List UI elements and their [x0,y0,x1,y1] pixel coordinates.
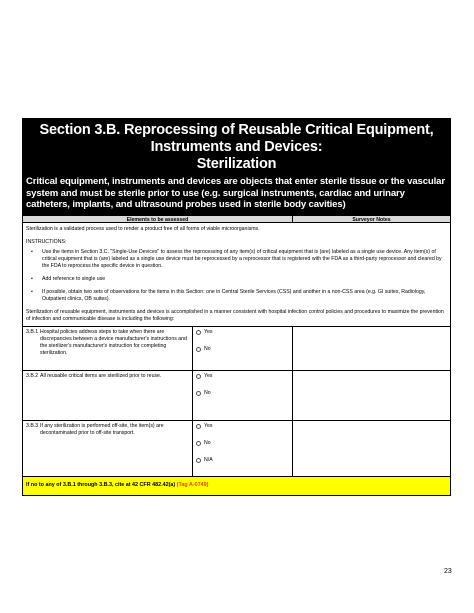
instruction-text: Add reference to single use [42,275,106,282]
survey-form-section [22,118,451,496]
radio-button[interactable] [196,458,201,463]
option-label: Yes [204,328,213,335]
answer-options [193,421,293,476]
column-headers [23,215,450,223]
instruction-item [26,276,447,283]
section-title-line1: Section 3.B. Reprocessing of Reusable Critical Equipment, Instruments and Devices: [39,122,434,155]
option-no[interactable] [196,390,289,397]
option-yes[interactable] [196,329,289,336]
question-cell [23,371,193,420]
question-row-3b2 [23,371,450,421]
instructions-label: INSTRUCTIONS: [26,238,67,245]
option-label: No [204,389,211,396]
answer-options [193,327,293,370]
option-yes[interactable] [196,423,289,430]
option-label: Yes [204,422,213,429]
option-label: No [204,345,211,352]
radio-button[interactable] [196,374,201,379]
column-header-elements: Elements to be assessed [23,216,293,222]
radio-button[interactable] [196,347,201,352]
question-text: Hospital policies address steps to take when there are discrepancies between a device manufacturer's instructions and the sterilizer's manufacturer's instruction for completing sterilization. [40,328,187,356]
answer-options [193,371,293,420]
citation-footer [23,477,450,495]
question-number: 3.B.2 [26,372,39,379]
radio-button[interactable] [196,441,201,446]
citation-tag: (Tag A-0749) [176,481,209,488]
question-text: If any sterilization is performed off-site, the item(s) are decontaminated prior to off-site transport. [40,422,164,436]
instructions-block [23,223,450,327]
question-text: All reusable critical items are sterilized prior to reuse. [40,372,162,379]
section-title-line2: Sterilization [196,156,277,172]
closing-statement: Sterilization of reusable equipment, instruments and devices is accomplished in a manner consistent with hospital infection control policies and procedures to maximize the prevention of infection and communicable disease is including the following: [26,308,444,322]
bullet: • [31,248,33,255]
instruction-item [26,289,447,303]
surveyor-notes-field[interactable] [293,327,450,370]
option-no[interactable] [196,440,289,447]
option-label: Yes [204,372,213,379]
radio-button[interactable] [196,330,201,335]
option-no[interactable] [196,346,289,353]
bullet: • [31,288,33,295]
option-label: N/A [204,456,213,463]
option-label: No [204,439,211,446]
instruction-item [26,249,447,270]
section-title [26,122,447,173]
option-na[interactable] [196,457,289,464]
radio-button[interactable] [196,391,201,396]
bullet: • [31,275,33,282]
instruction-text: If possible, obtain two sets of observations for the items in this Section: one in Central Sterile Services (CSS) and another in a non-CSS area (e.g. GI suites, Radiology, Outpatient clinics, OB suites). [42,288,426,302]
citation-text: If no to any of 3.B.1 through 3.B.3, cite at 42 CFR 482.42(a) [26,481,176,488]
section-header [23,119,450,215]
sterilization-definition: Sterilization is a validated process used to render a product free of all forms of viable microorganisms. [26,225,260,232]
section-description: Critical equipment, instruments and devices are objects that enter sterile tissue or the vascular system and must be sterile prior to use (e.g. surgical instruments, cardiac and urinary catheters, implants, and ultrasound probes used in sterile body cavities) [26,176,445,210]
question-cell [23,421,193,476]
question-number: 3.B.1 [26,328,39,335]
page-number: 23 [444,568,452,575]
surveyor-notes-field[interactable] [293,421,450,476]
question-row-3b3 [23,421,450,477]
question-number: 3.B.3 [26,422,39,429]
surveyor-notes-field[interactable] [293,371,450,420]
option-yes[interactable] [196,373,289,380]
question-cell [23,327,193,370]
instruction-text: Use the items in Section 3.C. "Single-Use Devices" to assess the reprocessing of any item(s) of critical equipment that is (are) labeled as a single use device. Any item(s) of critical equipment that is (are) labeled as a single use device must be reprocessed by a reprocessor that is registered with the FDA as a third-party reprocessor and cleared by the FDA to reprocess the specific device in question. [42,248,442,269]
column-header-notes: Surveyor Notes [352,216,391,223]
question-row-3b1 [23,327,450,371]
radio-button[interactable] [196,424,201,429]
